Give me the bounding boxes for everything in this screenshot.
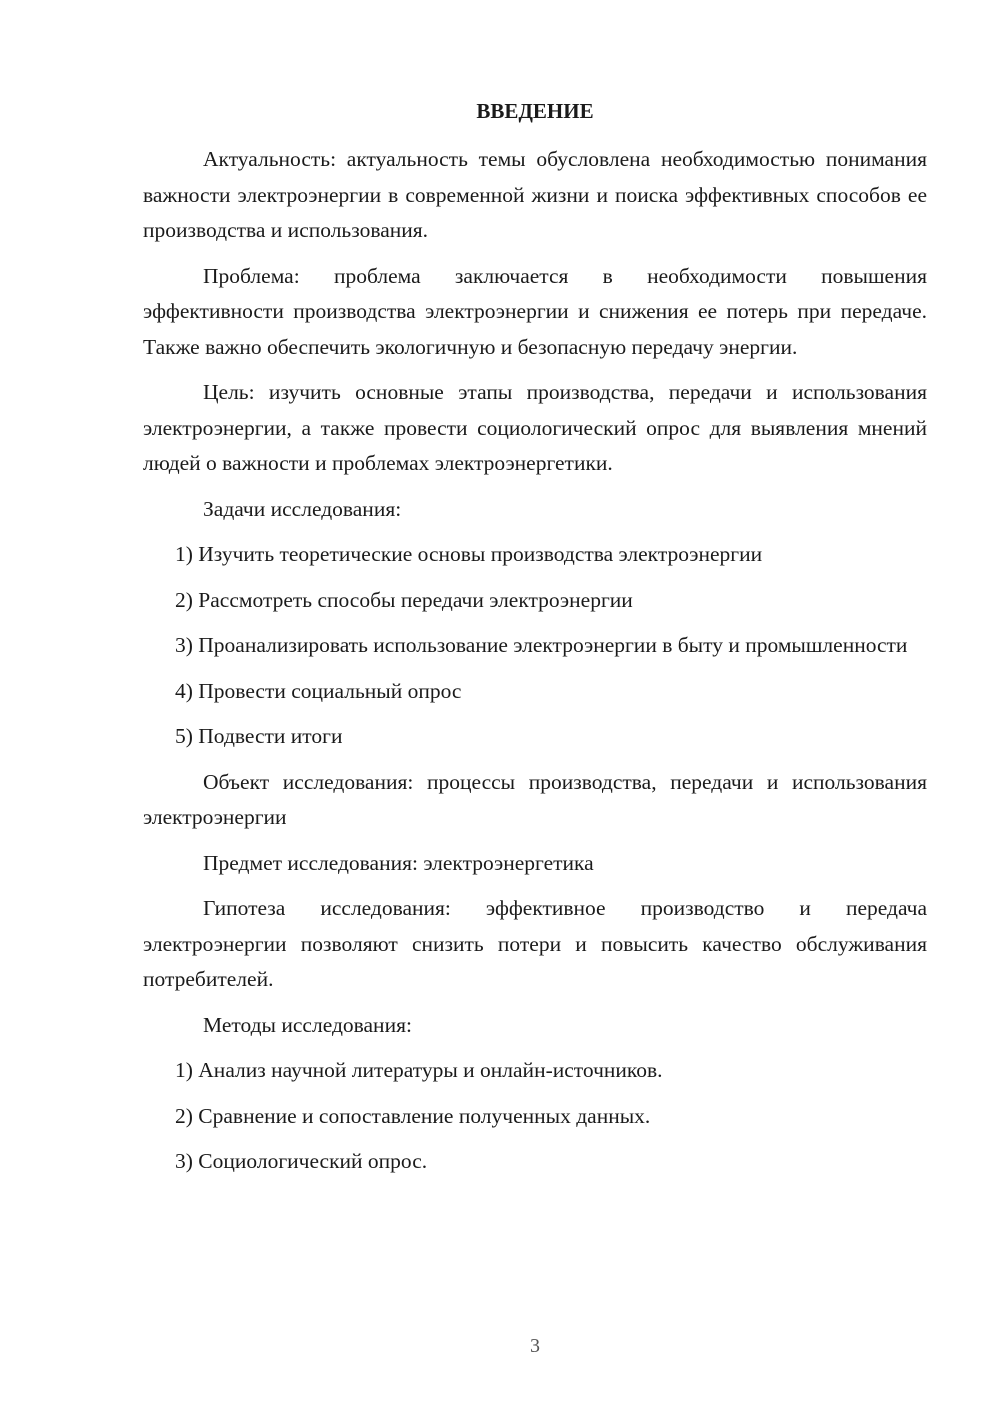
paragraph-relevance: Актуальность: актуальность темы обусловлена необходимостью понимания важности электроэнергии в современной жизни и поиска эффективных способов ее производства и использования. [143,147,927,242]
task-item: 3) Проанализировать использование электроэнергии в быту и промышленности [175,633,908,657]
paragraph-goal: Цель: изучить основные этапы производства, передачи и использования электроэнергии, а также провести социологический опрос для выявления мнений людей о важности и проблемах электроэнергетики. [143,380,927,475]
page-number: 3 [530,1335,540,1357]
paragraph-subject: Предмет исследования: электроэнергетика [203,850,594,875]
document-body [143,142,927,1190]
paragraph-methods-heading: Методы исследования: [203,1012,412,1037]
paragraph-hypothesis: Гипотеза исследования: эффективное производство и передача электроэнергии позволяют снизить потери и повысить качество обслуживания потребителей. [143,896,927,991]
section-title: ВВЕДЕНИЕ [476,99,594,123]
task-item: 4) Провести социальный опрос [175,678,462,703]
document-page [143,0,927,1414]
task-item: 1) Изучить теоретические основы производства электроэнергии [175,542,763,566]
method-item: 3) Социологический опрос. [175,1149,428,1173]
task-item: 5) Подвести итоги [175,724,343,748]
paragraph-object: Объект исследования: процессы производства, передачи и использования электроэнергии [143,769,927,829]
paragraph-problem: Проблема: проблема заключается в необходимости повышения эффективности производства электроэнергии и снижения ее потерь при передаче. Также важно обеспечить экологичную и безопасную передачу энергии. [143,263,927,359]
paragraph-tasks-heading: Задачи исследования: [203,496,402,521]
method-item: 2) Сравнение и сопоставление полученных данных. [175,1103,651,1128]
method-item: 1) Анализ научной литературы и онлайн-источников. [175,1058,663,1082]
task-item: 2) Рассмотреть способы передачи электроэнергии [175,587,633,612]
